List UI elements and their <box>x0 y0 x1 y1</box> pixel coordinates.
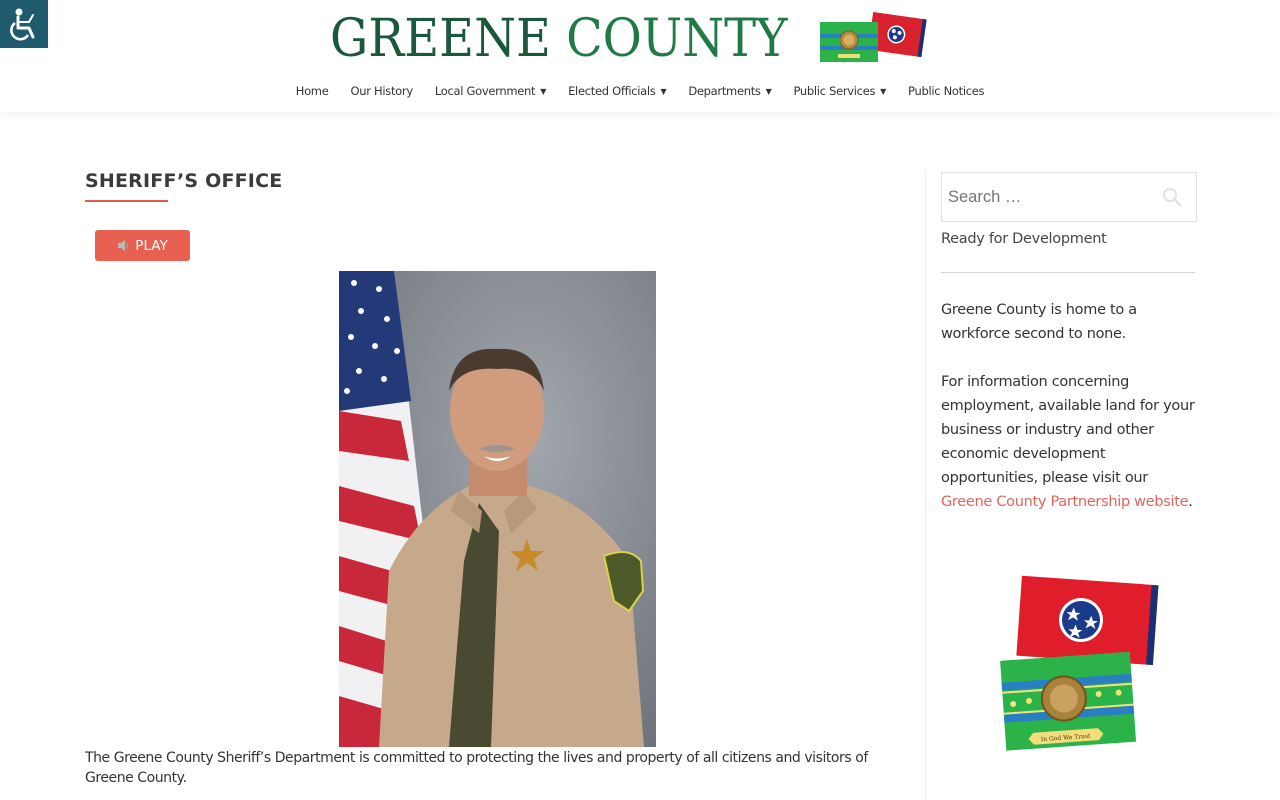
search-icon[interactable] <box>1162 187 1182 207</box>
logo-word-county: COUNTY <box>566 9 788 69</box>
play-audio-button[interactable] <box>95 230 190 261</box>
site-header <box>0 0 1280 112</box>
wheelchair-icon <box>7 6 41 42</box>
widget-title: Ready for Development <box>941 231 1107 247</box>
widget-paragraph-2-text: For information concerning employment, available land for your business or industry and other economic development opportunities, please visit our <box>941 374 1195 486</box>
nav-label: Elected Officials <box>568 84 656 98</box>
search-input[interactable] <box>948 188 1148 207</box>
widget-divider <box>941 272 1195 273</box>
main-content <box>85 170 915 786</box>
speaker-icon <box>117 239 129 252</box>
nav-public-services[interactable] <box>782 84 897 98</box>
nav-label: Public Services <box>793 84 876 98</box>
partnership-link[interactable]: Greene County Partnership website <box>941 494 1189 510</box>
sidebar-divider <box>925 170 926 800</box>
site-logo[interactable] <box>330 10 827 68</box>
nav-elected-officials[interactable] <box>557 84 677 98</box>
svg-text:In God We Trust: In God We Trust <box>1040 732 1091 744</box>
nav-label: Our History <box>350 84 413 98</box>
widget-text <box>941 298 1197 514</box>
accessibility-button[interactable] <box>0 0 48 48</box>
nav-home[interactable] <box>285 84 340 98</box>
intro-paragraph: The Greene County Sheriff’s Department is committed to protecting the lives and property of all citizens and visitors of Greene County. <box>85 750 868 786</box>
search-form <box>941 172 1197 222</box>
sidebar <box>941 172 1197 744</box>
nav-public-notices[interactable] <box>897 84 995 98</box>
nav-label: Public Notices <box>908 84 985 98</box>
widget-paragraph-2 <box>941 370 1197 514</box>
caret-down-icon: ▼ <box>880 86 887 96</box>
page-title: SHERIFF’S OFFICE <box>85 170 283 192</box>
nav-label: Local Government <box>434 84 536 98</box>
play-label: PLAY <box>135 237 168 254</box>
caret-down-icon: ▼ <box>765 86 772 96</box>
caret-down-icon: ▼ <box>660 86 667 96</box>
nav-label: Home <box>295 84 329 98</box>
widget-paragraph-1: Greene County is home to a workforce second to none. <box>941 302 1137 342</box>
nav-our-history[interactable] <box>339 84 423 98</box>
logo-word-greene: GREENE <box>330 9 551 69</box>
title-underline <box>85 200 168 202</box>
caret-down-icon: ▼ <box>540 86 547 96</box>
sheriff-photo <box>339 271 656 747</box>
nav-local-government[interactable] <box>424 84 557 98</box>
nav-label: Departments <box>688 84 761 98</box>
sheriff-portrait-image <box>339 271 656 747</box>
county-state-flags-image <box>941 570 1197 760</box>
logo-flags-icon <box>820 12 930 64</box>
main-nav <box>0 84 1280 98</box>
logo-text <box>330 10 788 68</box>
widget-paragraph-2-end: . <box>1188 494 1193 510</box>
nav-departments[interactable] <box>677 84 782 98</box>
